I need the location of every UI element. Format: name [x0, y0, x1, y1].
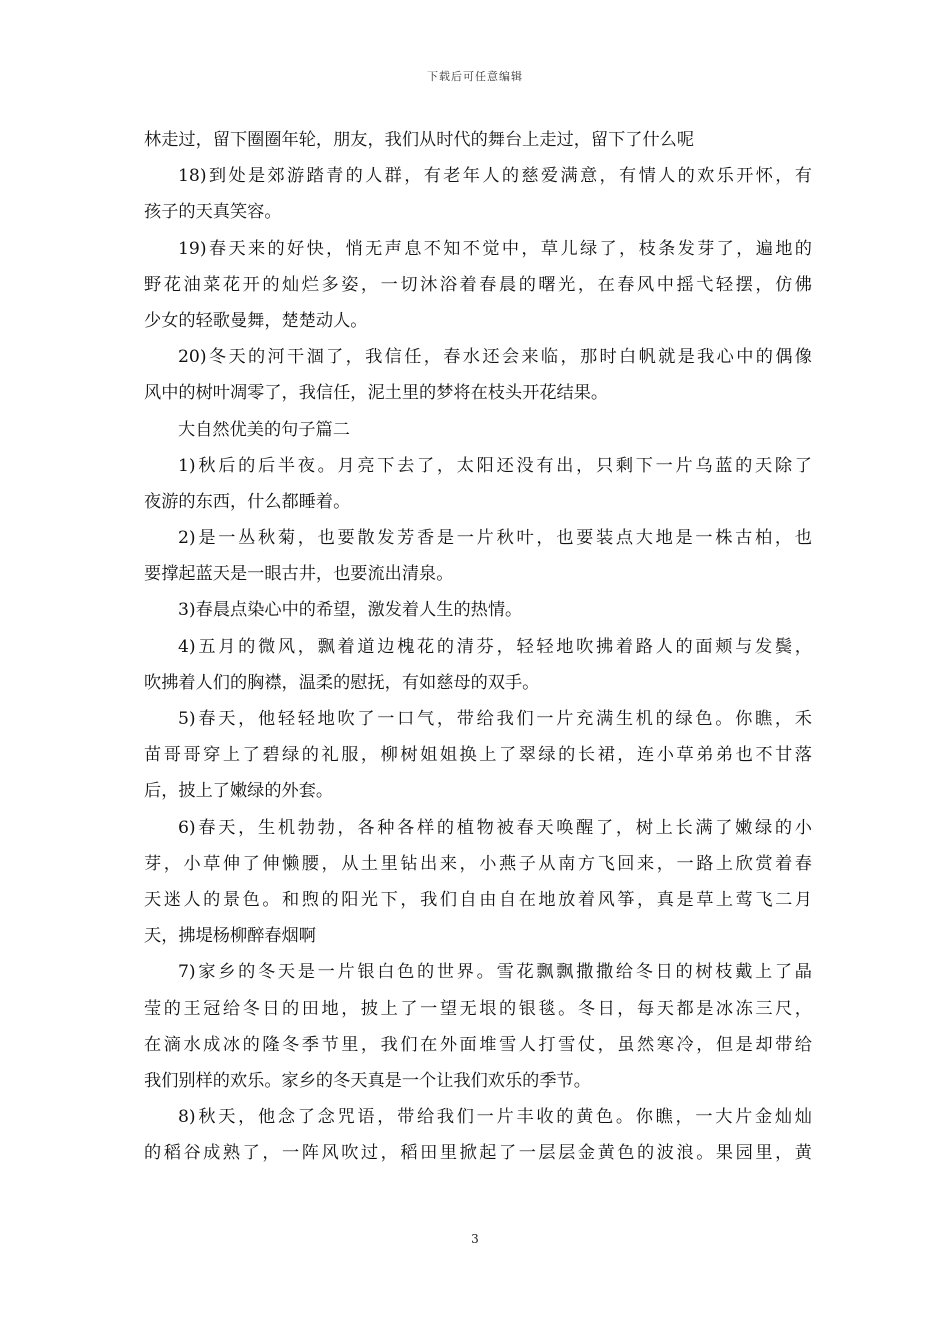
text-line: 在滴水成冰的隆冬季节里，我们在外面堆雪人打雪仗，虽然寒冷，但是却带给 [144, 1034, 812, 1055]
text-line: 风中的树叶凋零了，我信任，泥土里的梦将在枝头开花结果。 [144, 383, 609, 404]
text-line: 2)是一丛秋菊，也要散发芳香是一片秋叶，也要装点大地是一株古柏，也 [178, 528, 812, 549]
text-line: 芽，小草伸了伸懒腰，从土里钻出来，小燕子从南方飞回来，一路上欣赏着春 [144, 853, 812, 874]
text-line: 林走过，留下圈圈年轮，朋友，我们从时代的舞台上走过，留下了什么呢 [144, 130, 695, 150]
text-line: 天，拂堤杨柳醉春烟啊 [144, 926, 316, 947]
page-header: 下载后可任意编辑 [427, 70, 523, 83]
text-line: 大自然优美的句子篇二 [178, 419, 350, 440]
text-line: 苗哥哥穿上了碧绿的礼服，柳树姐姐换上了翠绿的长裙，连小草弟弟也不甘落 [144, 745, 812, 766]
text-line: 后，披上了嫩绿的外套。 [144, 781, 334, 802]
text-line: 野花油菜花开的灿烂多姿，一切沐浴着春晨的曙光，在春风中摇弋轻摆，仿佛 [144, 274, 812, 295]
text-line: 1)秋后的后半夜。月亮下去了，太阳还没有出，只剩下一片乌蓝的天除了 [178, 455, 812, 476]
text-line: 19)春天来的好快，悄无声息不知不觉中，草儿绿了，枝条发芽了，遍地的 [178, 238, 812, 259]
text-line: 18)到处是郊游踏青的人群，有老年人的慈爱满意，有情人的欢乐开怀，有 [178, 166, 812, 187]
text-line: 4)五月的微风，飘着道边槐花的清芬，轻轻地吹拂着路人的面颊与发鬓， [178, 636, 812, 657]
text-line: 要撑起蓝天是一眼古井，也要流出清泉。 [144, 564, 454, 585]
text-line: 少女的轻歌曼舞，楚楚动人。 [144, 310, 368, 331]
text-line: 莹的王冠给冬日的田地，披上了一望无垠的银毯。冬日，每天都是冰冻三尺， [144, 998, 812, 1019]
page-number: 3 [471, 1232, 479, 1246]
text-line: 7)家乡的冬天是一片银白色的世界。雪花飘飘撒撒给冬日的树枝戴上了晶 [178, 962, 812, 983]
text-line: 夜游的东西，什么都睡着。 [144, 491, 351, 512]
text-line: 6)春天，生机勃勃，各种各样的植物被春天唤醒了，树上长满了嫩绿的小 [178, 817, 812, 838]
text-line: 吹拂着人们的胸襟，温柔的慰抚，有如慈母的双手。 [144, 672, 540, 693]
text-line: 3)春晨点染心中的希望，激发着人生的热情。 [178, 600, 523, 621]
text-line: 我们别样的欢乐。家乡的冬天真是一个让我们欢乐的季节。 [144, 1070, 591, 1091]
text-line: 20)冬天的河干涸了，我信任，春水还会来临，那时白帆就是我心中的偶像 [178, 347, 812, 368]
text-line: 5)春天，他轻轻地吹了一口气，带给我们一片充满生机的绿色。你瞧，禾 [178, 709, 812, 729]
text-line: 孩子的天真笑容。 [144, 202, 282, 223]
text-line: 的稻谷成熟了，一阵风吹过，稻田里掀起了一层层金黄色的波浪。果园里，黄 [144, 1143, 812, 1164]
text-line: 天迷人的景色。和煦的阳光下，我们自由自在地放着风筝，真是草上莺飞二月 [144, 889, 812, 910]
text-line: 8)秋天，他念了念咒语，带给我们一片丰收的黄色。你瞧，一大片金灿灿 [178, 1107, 812, 1128]
document-body [144, 122, 812, 1171]
